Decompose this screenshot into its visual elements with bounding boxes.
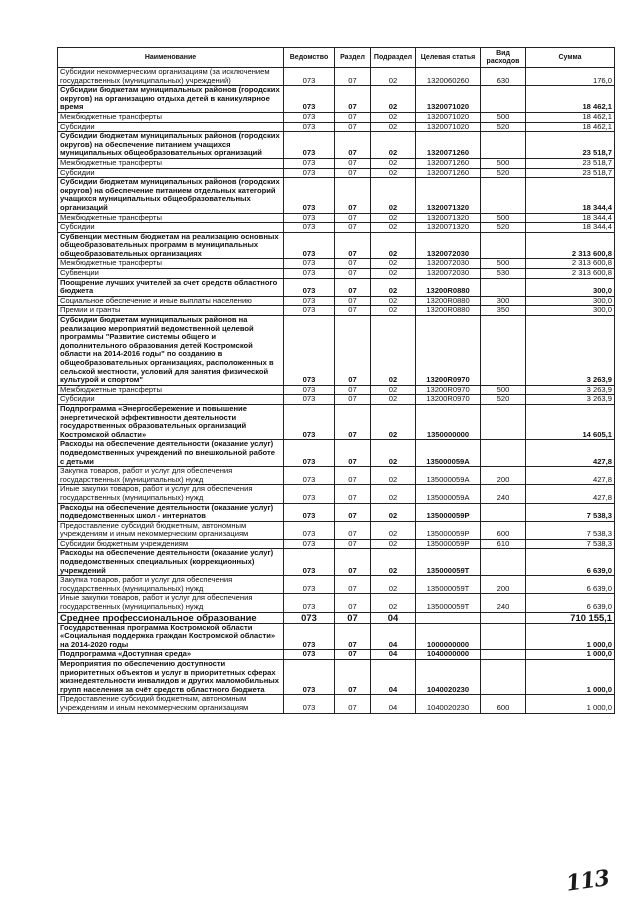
cell-target-article: 13200R0880	[416, 296, 481, 306]
cell-department: 073	[284, 503, 335, 521]
cell-expense-kind: 600	[481, 521, 526, 539]
cell-expense-kind: 350	[481, 306, 526, 316]
cell-target-article: 1320071260	[416, 168, 481, 178]
cell-sum: 18 462,1	[526, 112, 615, 122]
cell-subsection: 02	[371, 316, 416, 386]
cell-sum: 300,0	[526, 278, 615, 296]
cell-subsection: 04	[371, 660, 416, 695]
column-header-department: Ведомство	[284, 48, 335, 68]
cell-name: Межбюджетные трансферты	[58, 158, 284, 168]
cell-sum: 23 518,7	[526, 168, 615, 178]
cell-target-article: 1320072030	[416, 232, 481, 259]
cell-name: Иные закупки товаров, работ и услуг для обеспечения государственных (муниципальных) нужд	[58, 485, 284, 503]
cell-name: Субсидии бюджетам муниципальных районов (городских округов) на обеспечение питанием учащихся муниципальных общеобразовательных организаций	[58, 132, 284, 159]
table-row	[58, 68, 615, 86]
cell-name: Премии и гранты	[58, 306, 284, 316]
cell-name: Подпрограмма «Доступная среда»	[58, 650, 284, 660]
cell-sum: 427,8	[526, 440, 615, 467]
cell-sum: 18 344,4	[526, 213, 615, 223]
cell-name: Иные закупки товаров, работ и услуг для обеспечения государственных (муниципальных) нужд	[58, 594, 284, 612]
column-header-expense-kind: Вид расходов	[481, 48, 526, 68]
cell-name: Субсидии	[58, 223, 284, 233]
cell-department: 073	[284, 521, 335, 539]
cell-section: 07	[335, 232, 371, 259]
cell-expense-kind	[481, 440, 526, 467]
table-row	[58, 86, 615, 113]
cell-name: Предоставление субсидий бюджетным, автономным учреждениям и иным некоммерческим организациям	[58, 521, 284, 539]
cell-expense-kind: 500	[481, 213, 526, 223]
cell-name: Предоставление субсидий бюджетным, автономным учреждениям и иным некоммерческим организациям	[58, 695, 284, 713]
table-row	[58, 269, 615, 279]
cell-subsection: 04	[371, 650, 416, 660]
cell-target-article: 1320071020	[416, 112, 481, 122]
cell-sum: 6 639,0	[526, 594, 615, 612]
cell-department: 073	[284, 395, 335, 405]
cell-section: 07	[335, 549, 371, 576]
cell-subsection: 02	[371, 269, 416, 279]
table-row	[58, 695, 615, 713]
column-header-section: Раздел	[335, 48, 371, 68]
column-header-sum: Сумма	[526, 48, 615, 68]
cell-sum: 710 155,1	[526, 612, 615, 623]
cell-section: 07	[335, 503, 371, 521]
cell-section: 07	[335, 68, 371, 86]
cell-sum: 7 538,3	[526, 539, 615, 549]
cell-expense-kind	[481, 503, 526, 521]
cell-section: 07	[335, 86, 371, 113]
cell-sum: 6 639,0	[526, 549, 615, 576]
cell-subsection: 02	[371, 306, 416, 316]
cell-target-article: 1320072030	[416, 259, 481, 269]
cell-name: Субсидии бюджетным учреждениям	[58, 539, 284, 549]
cell-name: Субсидии бюджетам муниципальных районов на реализацию мероприятий ведомственной целевой программы "Развитие системы общего и дополнительного образования детей Костромской области на 2014-2016 годы" по созданию в общеобразовательных организациях, расположенных в сельской местности, условий для занятия физической культурой и спортом"	[58, 316, 284, 386]
cell-sum: 7 538,3	[526, 503, 615, 521]
cell-target-article: 1320072030	[416, 269, 481, 279]
cell-department: 073	[284, 259, 335, 269]
cell-expense-kind: 520	[481, 223, 526, 233]
cell-expense-kind	[481, 404, 526, 439]
cell-department: 073	[284, 223, 335, 233]
cell-target-article: 135000059А	[416, 440, 481, 467]
cell-name: Субсидии	[58, 168, 284, 178]
cell-sum: 18 462,1	[526, 86, 615, 113]
cell-section: 07	[335, 306, 371, 316]
cell-name: Субсидии	[58, 122, 284, 132]
cell-subsection: 02	[371, 223, 416, 233]
cell-section: 07	[335, 269, 371, 279]
cell-name: Мероприятия по обеспечению доступности приоритетных объектов и услуг в приоритетных сферах жизнедеятельности инвалидов и других маломобильных групп населения за счёт средств областного бюджета	[58, 660, 284, 695]
cell-target-article: 135000059Т	[416, 576, 481, 594]
cell-sum: 1 000,0	[526, 660, 615, 695]
table-row	[58, 158, 615, 168]
cell-subsection: 04	[371, 695, 416, 713]
budget-table	[57, 47, 615, 714]
cell-sum: 1 000,0	[526, 623, 615, 650]
table-row	[58, 278, 615, 296]
cell-expense-kind: 600	[481, 695, 526, 713]
table-row	[58, 385, 615, 395]
cell-name: Социальное обеспечение и иные выплаты населению	[58, 296, 284, 306]
cell-name: Закупка товаров, работ и услуг для обеспечения государственных (муниципальных) нужд	[58, 576, 284, 594]
cell-section: 07	[335, 395, 371, 405]
cell-department: 073	[284, 623, 335, 650]
table-row	[58, 650, 615, 660]
cell-section: 07	[335, 278, 371, 296]
cell-target-article: 1320071320	[416, 213, 481, 223]
cell-target-article: 1320071320	[416, 178, 481, 213]
cell-sum: 1 000,0	[526, 650, 615, 660]
cell-expense-kind: 500	[481, 259, 526, 269]
cell-sum: 18 344,4	[526, 223, 615, 233]
cell-department: 073	[284, 467, 335, 485]
cell-expense-kind: 520	[481, 168, 526, 178]
cell-target-article: 13200R0970	[416, 316, 481, 386]
cell-subsection: 02	[371, 158, 416, 168]
cell-sum: 2 313 600,8	[526, 232, 615, 259]
cell-name: Межбюджетные трансферты	[58, 259, 284, 269]
cell-subsection: 02	[371, 539, 416, 549]
cell-expense-kind	[481, 623, 526, 650]
cell-expense-kind	[481, 316, 526, 386]
cell-section: 07	[335, 223, 371, 233]
cell-department: 073	[284, 385, 335, 395]
cell-name: Субсидии	[58, 395, 284, 405]
cell-department: 073	[284, 68, 335, 86]
table-row	[58, 122, 615, 132]
cell-target-article: 1320060260	[416, 68, 481, 86]
table-row	[58, 549, 615, 576]
table-row	[58, 213, 615, 223]
cell-department: 073	[284, 650, 335, 660]
cell-name: Субвенции	[58, 269, 284, 279]
table-row	[58, 232, 615, 259]
table-row	[58, 521, 615, 539]
cell-expense-kind	[481, 549, 526, 576]
cell-section: 07	[335, 112, 371, 122]
cell-sum: 176,0	[526, 68, 615, 86]
cell-expense-kind	[481, 86, 526, 113]
cell-subsection: 02	[371, 213, 416, 223]
cell-subsection: 02	[371, 178, 416, 213]
cell-subsection: 02	[371, 521, 416, 539]
cell-sum: 427,8	[526, 485, 615, 503]
cell-sum: 1 000,0	[526, 695, 615, 713]
cell-section: 07	[335, 296, 371, 306]
cell-expense-kind: 520	[481, 395, 526, 405]
cell-subsection: 04	[371, 623, 416, 650]
cell-section: 07	[335, 623, 371, 650]
cell-subsection: 02	[371, 168, 416, 178]
table-row	[58, 316, 615, 386]
cell-expense-kind: 520	[481, 122, 526, 132]
column-header-target-article: Целевая статья	[416, 48, 481, 68]
cell-department: 073	[284, 440, 335, 467]
table-row	[58, 112, 615, 122]
cell-name: Субсидии бюджетам муниципальных районов (городских округов) на организацию отдыха детей в каникулярное время	[58, 86, 284, 113]
cell-department: 073	[284, 306, 335, 316]
table-row	[58, 132, 615, 159]
table-row	[58, 223, 615, 233]
cell-name: Поощрение лучших учителей за счет средств областного бюджета	[58, 278, 284, 296]
table-row	[58, 485, 615, 503]
cell-section: 07	[335, 158, 371, 168]
cell-section: 07	[335, 316, 371, 386]
cell-target-article: 135000059Р	[416, 503, 481, 521]
cell-department: 073	[284, 612, 335, 623]
table-row	[58, 259, 615, 269]
cell-section: 07	[335, 467, 371, 485]
cell-subsection: 02	[371, 467, 416, 485]
cell-section: 07	[335, 576, 371, 594]
cell-target-article: 13200R0970	[416, 385, 481, 395]
cell-sum: 23 518,7	[526, 158, 615, 168]
cell-section: 07	[335, 404, 371, 439]
cell-target-article: 13200R0880	[416, 278, 481, 296]
table-row	[58, 306, 615, 316]
cell-name: Субсидии некоммерческим организациям (за исключением государственных (муниципальных) учреждений)	[58, 68, 284, 86]
cell-expense-kind	[481, 278, 526, 296]
cell-target-article: 135000059А	[416, 467, 481, 485]
column-header-subsection: Подраздел	[371, 48, 416, 68]
table-row	[58, 168, 615, 178]
cell-expense-kind	[481, 612, 526, 623]
cell-expense-kind: 530	[481, 269, 526, 279]
cell-department: 073	[284, 594, 335, 612]
table-row	[58, 623, 615, 650]
cell-expense-kind: 200	[481, 576, 526, 594]
table-row	[58, 178, 615, 213]
cell-expense-kind: 240	[481, 485, 526, 503]
cell-department: 073	[284, 213, 335, 223]
cell-department: 073	[284, 122, 335, 132]
cell-expense-kind: 500	[481, 158, 526, 168]
cell-name: Среднее профессиональное образование	[58, 612, 284, 623]
cell-section: 07	[335, 213, 371, 223]
table-row	[58, 539, 615, 549]
cell-department: 073	[284, 158, 335, 168]
cell-name: Субсидии бюджетам муниципальных районов (городских округов) на обеспечение питанием отдельных категорий учащихся муниципальных общеобразовательных организаций	[58, 178, 284, 213]
cell-name: Подпрограмма «Энергосбережение и повышение энергетической эффективности деятельности государственных образовательных организаций Костромской области»	[58, 404, 284, 439]
cell-department: 073	[284, 112, 335, 122]
cell-expense-kind: 500	[481, 112, 526, 122]
table-row	[58, 612, 615, 623]
cell-expense-kind: 500	[481, 385, 526, 395]
cell-subsection: 02	[371, 232, 416, 259]
cell-department: 073	[284, 485, 335, 503]
cell-sum: 2 313 600,8	[526, 269, 615, 279]
cell-section: 07	[335, 521, 371, 539]
cell-subsection: 04	[371, 612, 416, 623]
cell-subsection: 02	[371, 122, 416, 132]
cell-expense-kind	[481, 232, 526, 259]
table-row	[58, 503, 615, 521]
cell-sum: 18 344,4	[526, 178, 615, 213]
cell-department: 073	[284, 296, 335, 306]
cell-department: 073	[284, 539, 335, 549]
cell-expense-kind: 630	[481, 68, 526, 86]
cell-sum: 18 462,1	[526, 122, 615, 132]
cell-sum: 300,0	[526, 296, 615, 306]
cell-department: 073	[284, 695, 335, 713]
cell-name: Межбюджетные трансферты	[58, 112, 284, 122]
column-header-name: Наименование	[58, 48, 284, 68]
table-row	[58, 440, 615, 467]
cell-subsection: 02	[371, 112, 416, 122]
page-number: 113	[564, 865, 611, 897]
cell-subsection: 02	[371, 68, 416, 86]
cell-target-article: 13200R0970	[416, 395, 481, 405]
cell-department: 073	[284, 232, 335, 259]
cell-name: Расходы на обеспечение деятельности (оказание услуг) подведомственных специальных (коррекционных) учреждений	[58, 549, 284, 576]
cell-department: 073	[284, 576, 335, 594]
cell-name: Государственная программа Костромской области «Социальная поддержка граждан Костромской области» на 2014-2020 годы	[58, 623, 284, 650]
cell-subsection: 02	[371, 132, 416, 159]
cell-section: 07	[335, 485, 371, 503]
cell-sum: 3 263,9	[526, 385, 615, 395]
cell-target-article: 135000059Р	[416, 539, 481, 549]
cell-subsection: 02	[371, 485, 416, 503]
cell-subsection: 02	[371, 278, 416, 296]
cell-section: 07	[335, 594, 371, 612]
cell-department: 073	[284, 316, 335, 386]
cell-expense-kind	[481, 650, 526, 660]
cell-subsection: 02	[371, 549, 416, 576]
table-row	[58, 467, 615, 485]
cell-department: 073	[284, 549, 335, 576]
cell-target-article: 1040020230	[416, 695, 481, 713]
cell-expense-kind: 610	[481, 539, 526, 549]
cell-target-article: 1000000000	[416, 623, 481, 650]
cell-subsection: 02	[371, 385, 416, 395]
table-row	[58, 404, 615, 439]
cell-target-article: 135000059А	[416, 485, 481, 503]
table-header-row	[58, 48, 615, 68]
cell-subsection: 02	[371, 395, 416, 405]
cell-expense-kind: 240	[481, 594, 526, 612]
cell-department: 073	[284, 86, 335, 113]
cell-sum: 3 263,9	[526, 316, 615, 386]
cell-section: 07	[335, 132, 371, 159]
budget-page	[57, 47, 614, 714]
cell-target-article: 13200R0880	[416, 306, 481, 316]
cell-target-article: 1320071320	[416, 223, 481, 233]
cell-target-article: 1320071020	[416, 122, 481, 132]
cell-section: 07	[335, 178, 371, 213]
cell-section: 07	[335, 440, 371, 467]
cell-section: 07	[335, 385, 371, 395]
cell-section: 07	[335, 539, 371, 549]
cell-department: 073	[284, 269, 335, 279]
cell-subsection: 02	[371, 440, 416, 467]
cell-target-article: 135000059Т	[416, 594, 481, 612]
cell-expense-kind	[481, 660, 526, 695]
cell-target-article	[416, 612, 481, 623]
cell-sum: 23 518,7	[526, 132, 615, 159]
cell-department: 073	[284, 168, 335, 178]
cell-expense-kind	[481, 178, 526, 213]
cell-subsection: 02	[371, 503, 416, 521]
cell-subsection: 02	[371, 594, 416, 612]
cell-department: 073	[284, 660, 335, 695]
cell-target-article: 135000059Р	[416, 521, 481, 539]
cell-section: 07	[335, 660, 371, 695]
table-body	[58, 68, 615, 714]
cell-name: Субвенции местным бюджетам на реализацию основных общеобразовательных программ в муниципальных общеобразовательных организациях	[58, 232, 284, 259]
cell-target-article: 1040000000	[416, 650, 481, 660]
cell-expense-kind	[481, 132, 526, 159]
table-row	[58, 296, 615, 306]
cell-sum: 427,8	[526, 467, 615, 485]
cell-subsection: 02	[371, 259, 416, 269]
cell-name: Межбюджетные трансферты	[58, 213, 284, 223]
cell-department: 073	[284, 278, 335, 296]
cell-section: 07	[335, 259, 371, 269]
cell-section: 07	[335, 612, 371, 623]
cell-name: Закупка товаров, работ и услуг для обеспечения государственных (муниципальных) нужд	[58, 467, 284, 485]
cell-department: 073	[284, 132, 335, 159]
cell-sum: 6 639,0	[526, 576, 615, 594]
cell-target-article: 1040020230	[416, 660, 481, 695]
cell-target-article: 135000059Т	[416, 549, 481, 576]
cell-sum: 3 263,9	[526, 395, 615, 405]
cell-target-article: 1320071020	[416, 86, 481, 113]
cell-section: 07	[335, 695, 371, 713]
cell-expense-kind: 200	[481, 467, 526, 485]
table-row	[58, 660, 615, 695]
cell-name: Расходы на обеспечение деятельности (оказание услуг) подведомственных учреждений по внешкольной работе с детьми	[58, 440, 284, 467]
cell-department: 073	[284, 178, 335, 213]
table-row	[58, 576, 615, 594]
cell-target-article: 1350000000	[416, 404, 481, 439]
cell-target-article: 1320071260	[416, 158, 481, 168]
table-row	[58, 594, 615, 612]
cell-sum: 2 313 600,8	[526, 259, 615, 269]
cell-department: 073	[284, 404, 335, 439]
cell-target-article: 1320071260	[416, 132, 481, 159]
cell-section: 07	[335, 650, 371, 660]
cell-sum: 7 538,3	[526, 521, 615, 539]
table-row	[58, 395, 615, 405]
cell-subsection: 02	[371, 86, 416, 113]
cell-subsection: 02	[371, 576, 416, 594]
cell-name: Расходы на обеспечение деятельности (оказание услуг) подведомственных школ - интернатов	[58, 503, 284, 521]
cell-subsection: 02	[371, 296, 416, 306]
cell-name: Межбюджетные трансферты	[58, 385, 284, 395]
cell-expense-kind: 300	[481, 296, 526, 306]
cell-subsection: 02	[371, 404, 416, 439]
cell-section: 07	[335, 122, 371, 132]
cell-sum: 14 605,1	[526, 404, 615, 439]
cell-section: 07	[335, 168, 371, 178]
cell-sum: 300,0	[526, 306, 615, 316]
